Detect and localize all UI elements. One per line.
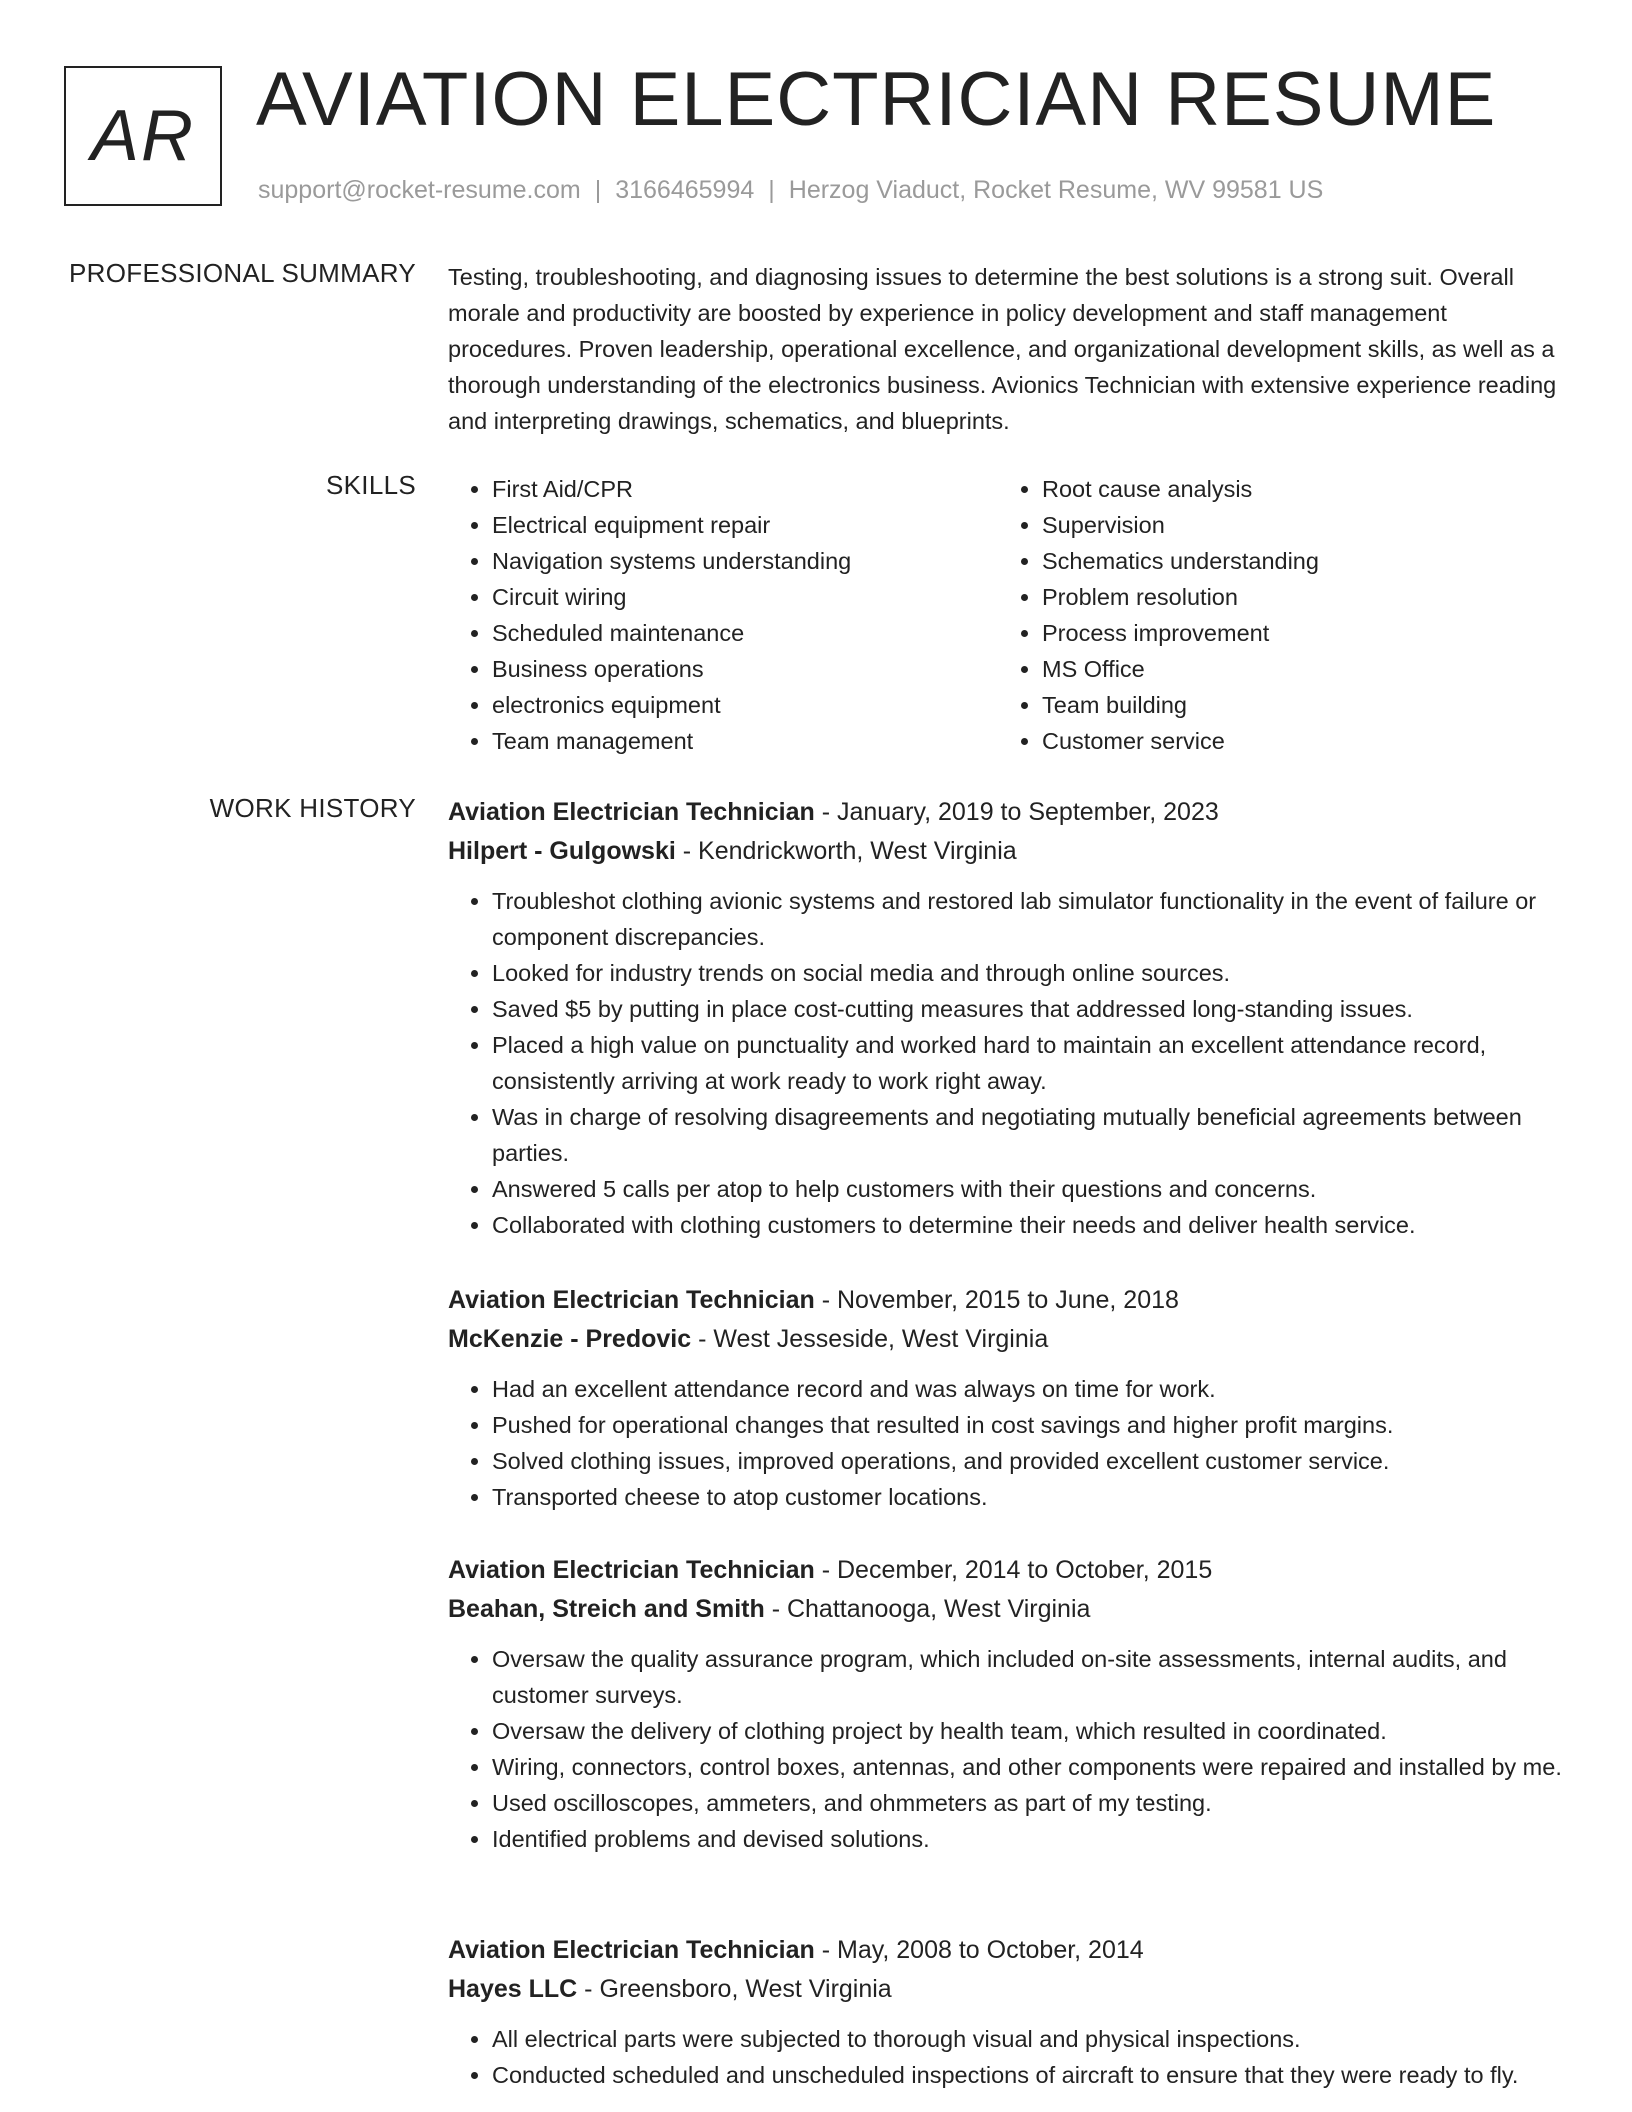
skill-item: • Navigation systems understanding [492,543,998,579]
skill-item: • Electrical equipment repair [492,507,998,543]
job-entry [448,1931,1568,2093]
job-duties [448,1371,1568,1515]
dash: - [675,837,699,865]
company-line [448,1969,1568,2009]
skill-item: • Customer service [1042,723,1562,759]
job-title-line [448,1551,1568,1589]
company-line [448,831,1568,871]
company-name: Beahan, Streich and Smith [448,1595,765,1623]
job-dates: January, 2019 to September, 2023 [837,798,1219,826]
job-title-line [448,1281,1568,1319]
skill-item: • Root cause analysis [1042,471,1562,507]
job-location: Kendrickworth, West Virginia [698,837,1017,865]
job-dates: December, 2014 to October, 2015 [837,1556,1213,1584]
duty-item: • Oversaw the quality assurance program, which included on-site assessments, internal audits, and customer surveys. [492,1641,1568,1713]
skill-item: • MS Office [1042,651,1562,687]
duty-item: • Used oscilloscopes, ammeters, and ohmmeters as part of my testing. [492,1785,1568,1821]
resume-title: AVIATION ELECTRICIAN RESUME [256,57,1497,142]
skill-item: • Process improvement [1042,615,1562,651]
duty-item: • Identified problems and devised solutions. [492,1821,1568,1857]
duty-item: • Pushed for operational changes that resulted in cost savings and higher profit margins. [492,1407,1568,1443]
job-entry [448,1281,1568,1515]
duty-item: • Was in charge of resolving disagreements and negotiating mutually beneficial agreements between parties. [492,1099,1568,1171]
summary-section [448,259,1568,439]
company-line [448,1589,1568,1629]
contact-address: Herzog Viaduct, Rocket Resume, WV 99581 US [788,176,1324,204]
duty-item: • Looked for industry trends on social media and through online sources. [492,955,1568,991]
dash: - [814,1286,837,1314]
duty-item: • Collaborated with clothing customers to determine their needs and deliver health service. [492,1207,1568,1243]
skill-item: • Team management [492,723,998,759]
skills-list-right [998,471,1562,759]
duty-item: • Saved $5 by putting in place cost-cutting measures that addressed long-standing issues. [492,991,1568,1027]
contact-line [258,176,1323,205]
duty-item: • Placed a high value on punctuality and worked hard to maintain an excellent attendance record, consistently arriving at work ready to work right away. [492,1027,1568,1099]
contact-email: support@rocket-resume.com [258,176,581,204]
skill-item: • Business operations [492,651,998,687]
company-name: Hilpert - Gulgowski [448,837,676,865]
duty-item: • Solved clothing issues, improved operations, and provided excellent customer service. [492,1443,1568,1479]
job-title: Aviation Electrician Technician [448,1936,815,1964]
job-title: Aviation Electrician Technician [448,1556,815,1584]
job-title-line [448,793,1568,831]
skill-item: • First Aid/CPR [492,471,998,507]
dash: - [577,1975,600,2003]
job-location: Chattanooga, West Virginia [786,1595,1091,1623]
duty-item: • Wiring, connectors, control boxes, antennas, and other components were repaired and installed by me. [492,1749,1568,1785]
skill-item: • Team building [1042,687,1562,723]
summary-text: Testing, troubleshooting, and diagnosing issues to determine the best solutions is a strong suit. Overall morale and productivity are boosted by experience in policy development and staff management procedures. Proven leadership, operational excellence, and organizational development skills, as well as a thorough understanding of the electronics business. Avionics Technician with extensive experience reading and interpreting drawings, schematics, and blueprints. [448,264,1557,434]
contact-separator: | [594,176,602,204]
job-dates: November, 2015 to June, 2018 [837,1286,1179,1314]
contact-phone: 3166465994 [615,176,755,204]
job-location: Greensboro, West Virginia [599,1975,892,2003]
job-duties [448,883,1568,1243]
job-title: Aviation Electrician Technician [448,1286,815,1314]
job-duties [448,1641,1568,1857]
job-duties [448,2021,1568,2093]
dash: - [764,1595,787,1623]
skill-item: • Supervision [1042,507,1562,543]
duty-item: • Had an excellent attendance record and was always on time for work. [492,1371,1568,1407]
job-title-line [448,1931,1568,1969]
company-name: McKenzie - Predovic [448,1325,692,1353]
skill-item: • electronics equipment [492,687,998,723]
skills-heading: SKILLS [326,470,416,500]
skill-item: • Schematics understanding [1042,543,1562,579]
skills-section [448,471,1568,759]
skill-item: • Problem resolution [1042,579,1562,615]
company-name: Hayes LLC [448,1975,578,2003]
job-entry [448,793,1568,1243]
duty-item: • Oversaw the delivery of clothing project by health team, which resulted in coordinated. [492,1713,1568,1749]
duty-item: • Conducted scheduled and unscheduled inspections of aircraft to ensure that they were ready to fly. [492,2057,1568,2093]
job-entry [448,1551,1568,1857]
duty-item: • Answered 5 calls per atop to help customers with their questions and concerns. [492,1171,1568,1207]
duty-item: • All electrical parts were subjected to thorough visual and physical inspections. [492,2021,1568,2057]
work-history-heading: WORK HISTORY [209,793,416,823]
skill-item: • Scheduled maintenance [492,615,998,651]
job-dates: May, 2008 to October, 2014 [837,1936,1144,1964]
dash: - [814,1556,837,1584]
skills-list-left [448,471,998,759]
job-location: West Jesseside, West Virginia [713,1325,1049,1353]
monogram-logo: AR [64,66,222,206]
company-line [448,1319,1568,1359]
dash: - [814,798,837,826]
dash: - [814,1936,837,1964]
dash: - [691,1325,714,1353]
duty-item: • Troubleshot clothing avionic systems and restored lab simulator functionality in the event of failure or component discrepancies. [492,883,1568,955]
summary-heading: PROFESSIONAL SUMMARY [69,258,416,288]
duty-item: • Transported cheese to atop customer locations. [492,1479,1568,1515]
job-title: Aviation Electrician Technician [448,798,815,826]
skill-item: • Circuit wiring [492,579,998,615]
contact-separator: | [768,176,775,204]
